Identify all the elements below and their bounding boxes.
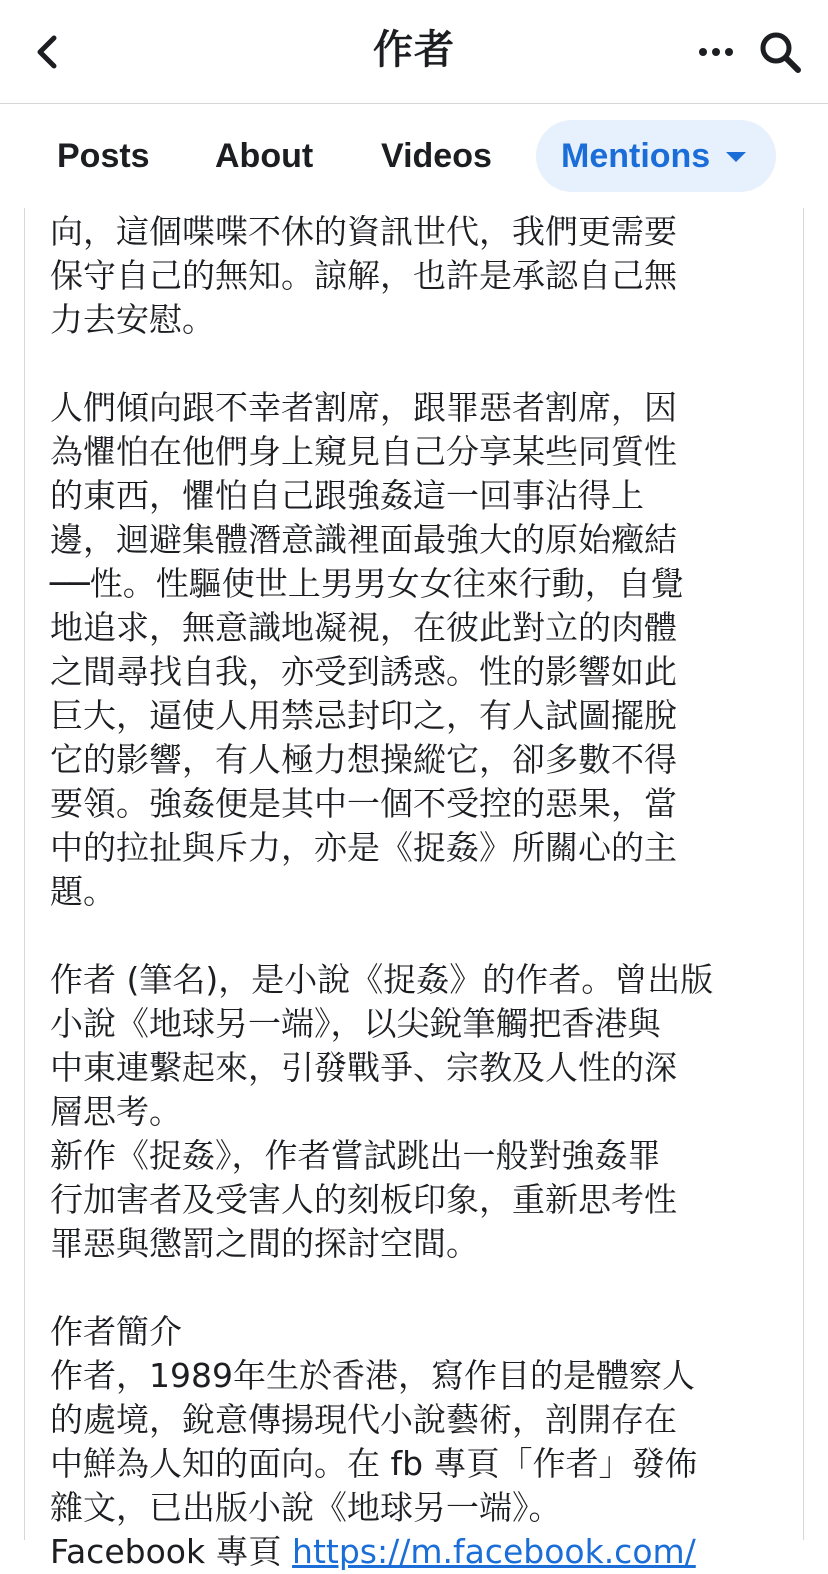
text-line: ──性。性驅使世上男男女女往來行動，自覺 bbox=[50, 564, 684, 603]
text-line: 巨大，逼使人用禁忌封印之，有人試圖擺脫 bbox=[50, 696, 677, 735]
text-line: 新作《捉姦》，作者嘗試跳出一般對強姦罪 bbox=[50, 1136, 661, 1175]
facebook-page-line bbox=[50, 1530, 790, 1574]
post-text-content bbox=[24, 208, 804, 1571]
page-title: 作者 bbox=[373, 27, 455, 73]
text-line: 中東連繫起來，引發戰爭、宗教及人性的深 bbox=[50, 1048, 677, 1087]
more-options-button[interactable] bbox=[696, 34, 736, 70]
text-line: 邊，迴避集體潛意識裡面最強大的原始癥結 bbox=[50, 520, 677, 559]
tab-about[interactable]: About bbox=[215, 137, 314, 175]
facebook-page-prefix: Facebook 專頁 bbox=[50, 1532, 293, 1571]
paragraph-author-works bbox=[50, 958, 790, 1266]
paragraph-intro-tail bbox=[50, 210, 790, 342]
text-line: 的處境，銳意傳揚現代小說藝術，剖開存在 bbox=[50, 1400, 677, 1439]
text-line: 中的拉扯與斥力，亦是《捉姦》所關心的主 bbox=[50, 828, 677, 867]
top-navigation-bar bbox=[0, 0, 828, 104]
text-line: 為懼怕在他們身上窺見自己分享某些同質性 bbox=[50, 432, 677, 471]
text-line: 作者 (筆名)，是小說《捉姦》的作者。曾出版 bbox=[50, 960, 714, 999]
search-button[interactable] bbox=[756, 28, 804, 76]
text-line: 人們傾向跟不幸者割席，跟罪惡者割席，因 bbox=[50, 388, 677, 427]
text-line: 要領。強姦便是其中一個不受控的惡果，當 bbox=[50, 784, 677, 823]
tab-mentions-label: Mentions bbox=[561, 137, 711, 175]
paragraph-author-bio bbox=[50, 1310, 790, 1574]
text-line: 行加害者及受害人的刻板印象，重新思考性 bbox=[50, 1180, 677, 1219]
text-line: 中鮮為人知的面向。在 fb 專頁「作者」發佈 bbox=[50, 1444, 698, 1483]
text-line: 它的影響，有人極力想操縱它，卻多數不得 bbox=[50, 740, 677, 779]
tab-mentions[interactable] bbox=[536, 120, 776, 192]
profile-tabs bbox=[0, 104, 828, 208]
caret-down-icon bbox=[726, 152, 746, 162]
text-line: 題。 bbox=[50, 872, 116, 911]
text-line: 罪惡與懲罰之間的探討空間。 bbox=[50, 1224, 479, 1263]
text-line: 小說《地球另一端》，以尖銳筆觸把香港與 bbox=[50, 1004, 661, 1043]
search-icon bbox=[756, 28, 804, 76]
text-line: 作者，1989年生於香港，寫作目的是體察人 bbox=[50, 1356, 695, 1395]
text-line: 作者簡介 bbox=[50, 1312, 182, 1351]
tab-videos[interactable]: Videos bbox=[381, 137, 492, 175]
text-line: 地追求，無意識地凝視，在彼此對立的肉體 bbox=[50, 608, 677, 647]
paragraph-theme bbox=[50, 386, 790, 914]
facebook-page-link[interactable]: https://m.facebook.com/ bbox=[292, 1532, 696, 1571]
text-line: 保守自己的無知。諒解，也許是承認自己無 bbox=[50, 256, 677, 295]
text-line: 的東西，懼怕自己跟強姦這一回事沾得上 bbox=[50, 476, 644, 515]
tab-posts[interactable]: Posts bbox=[57, 137, 150, 175]
more-dots-icon bbox=[696, 34, 736, 70]
text-line: 之間尋找自我，亦受到誘惑。性的影響如此 bbox=[50, 652, 677, 691]
text-line: 雜文，已出版小說《地球另一端》。 bbox=[50, 1488, 562, 1527]
text-line: 力去安慰。 bbox=[50, 300, 215, 339]
text-line: 層思考。 bbox=[50, 1092, 182, 1131]
text-line: 向，這個喋喋不休的資訊世代，我們更需要 bbox=[50, 212, 677, 251]
